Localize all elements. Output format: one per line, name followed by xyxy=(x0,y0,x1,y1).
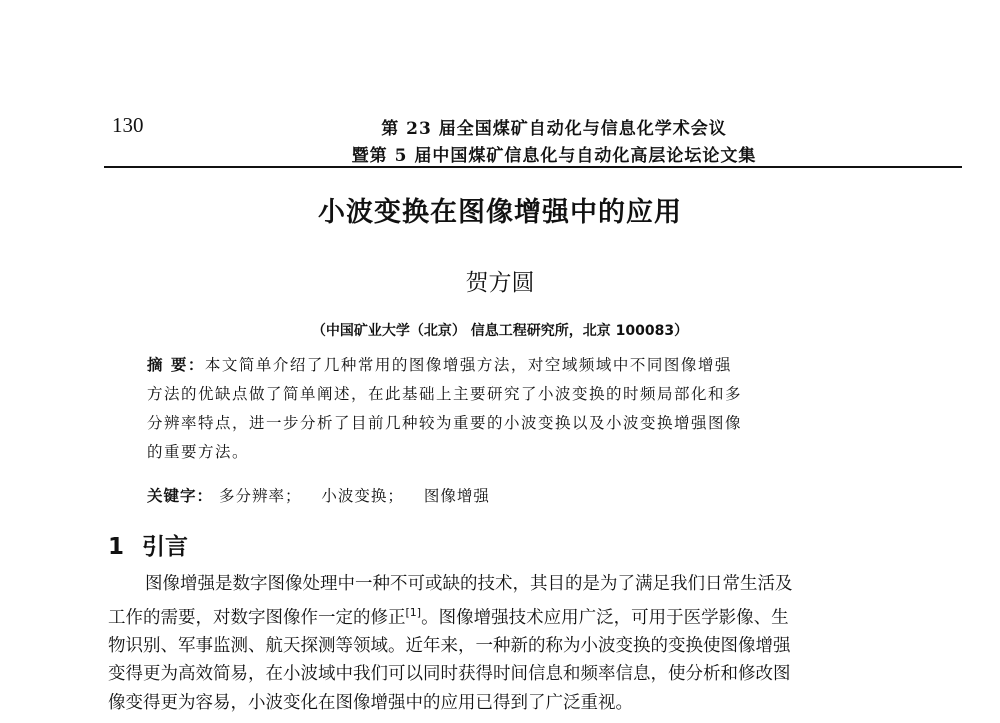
keyword-item: 多分辨率； xyxy=(218,487,302,505)
section-number: 1 xyxy=(108,534,125,560)
keyword-item: 图像增强 xyxy=(423,487,490,505)
body-line: 物识别、军事监测、航天探测等领域。近年来，一种新的称为小波变换的变换使图像增强 xyxy=(108,635,791,656)
keyword-item: 小波变换； xyxy=(321,487,404,505)
paper-affiliation: （中国矿业大学（北京） 信息工程研究所，北京 100083） xyxy=(311,323,689,339)
section-heading xyxy=(108,528,188,561)
page-number: 130 xyxy=(112,113,144,137)
abstract-label: 摘 要： xyxy=(147,356,205,374)
section-title: 引言 xyxy=(142,534,189,560)
body-line: 图像增强是数字图像处理中一种不可或缺的技术，其目的是为了满足我们日常生活及 xyxy=(145,574,793,594)
body-line: 变得更为高效简易，在小波域中我们可以同时获得时间信息和频率信息，使分析和修改图 xyxy=(108,664,791,685)
paper-title: 小波变换在图像增强中的应用 xyxy=(318,197,682,228)
keywords-label: 关键字： xyxy=(147,487,214,505)
body-line: 像变得更为容易，小波变化在图像增强中的应用已得到了广泛重视。 xyxy=(108,692,633,713)
citation-ref[interactable]: [1] xyxy=(405,605,422,619)
abstract-line: 本文简单介绍了几种常用的图像增强方法，对空域频域中不同图像增强 xyxy=(204,356,732,374)
paper-author: 贺方圆 xyxy=(465,270,535,296)
section-body xyxy=(108,570,908,717)
abstract-line: 方法的优缺点做了简单阐述，在此基础上主要研究了小波变换的时频局部化和多 xyxy=(147,385,743,403)
abstract-line: 分辨率特点，进一步分析了目前几种较为重要的小波变换以及小波变换增强图像 xyxy=(147,414,743,432)
abstract xyxy=(147,351,867,467)
body-line: 工作的需要，对数字图像作一定的修正 xyxy=(108,607,406,628)
keywords xyxy=(147,484,504,506)
running-header-line-2: 暨第 5 届中国煤矿信息化与自动化高层论坛论文集 xyxy=(351,146,757,166)
header-rule xyxy=(104,166,962,168)
body-line: 。图像增强技术应用广泛，可用于医学影像、生 xyxy=(421,607,789,628)
running-header-line-1: 第 23 届全国煤矿自动化与信息化学术会议 xyxy=(381,119,727,139)
abstract-line: 的重要方法。 xyxy=(147,443,250,461)
